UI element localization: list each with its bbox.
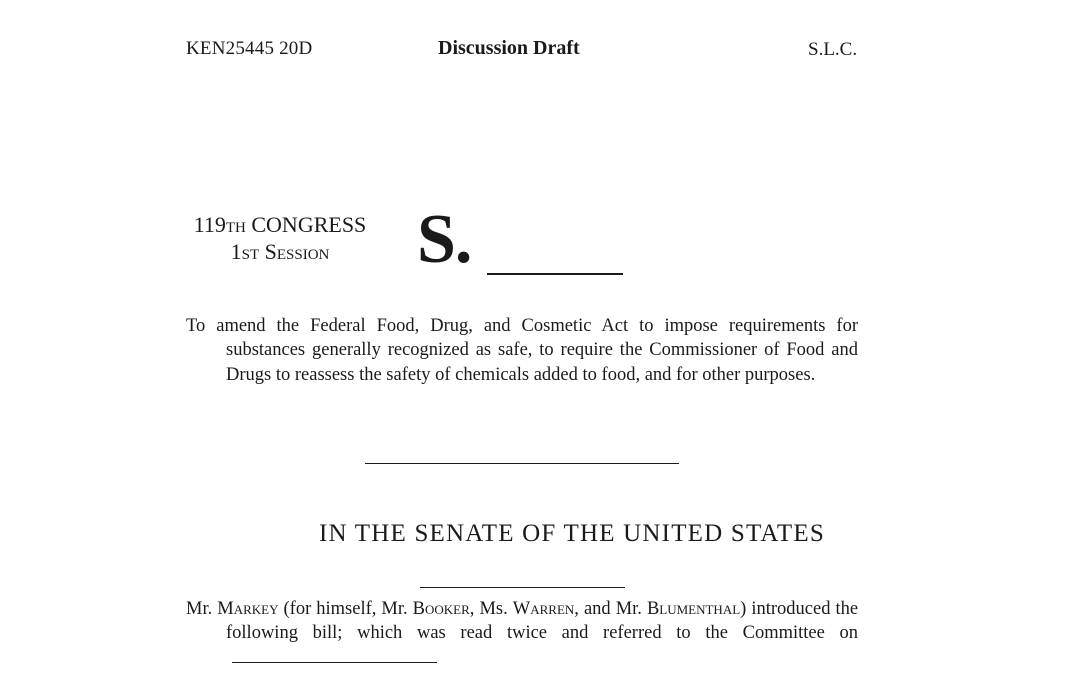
cosponsor-name-3: Blumenthal bbox=[646, 599, 741, 619]
intro-text-1: (for himself, bbox=[283, 599, 377, 619]
session-number-suffix: ST bbox=[241, 247, 260, 263]
cosponsor-name-2: Warren bbox=[512, 599, 575, 619]
congress-session-block bbox=[186, 213, 374, 267]
divider-rule-short bbox=[420, 587, 625, 588]
bill-purpose: To amend the Federal Food, Drug, and Cosmetic Act to impose requirements for substances generally recognized as safe, to require the Commissioner of Food and Drugs to reassess the safety of chemicals added to food, and for other purposes. bbox=[186, 316, 858, 385]
draft-title: Discussion Draft bbox=[438, 37, 580, 59]
cosponsor-title-3: Mr. bbox=[615, 599, 642, 619]
cosponsor-title-2: Ms. bbox=[479, 599, 508, 619]
office-code: S.L.C. bbox=[808, 39, 858, 60]
intro-sep-2: , and bbox=[574, 599, 611, 619]
intro-text-2: ) introduced the following bill; which was read twice and referred to the Committee on bbox=[226, 599, 859, 644]
session-number: 1 bbox=[230, 239, 242, 264]
session-label-rest: ESSION bbox=[276, 247, 330, 263]
cosponsor-name-1: Booker bbox=[412, 599, 470, 619]
session-label-initial: S bbox=[259, 239, 277, 264]
sponsor-name: Markey bbox=[217, 599, 279, 619]
cosponsor-title-1: Mr. bbox=[381, 599, 408, 619]
chamber-heading: IN THE SENATE OF THE UNITED STATES bbox=[319, 520, 825, 547]
sponsor-title: Mr. bbox=[186, 599, 213, 619]
session-line bbox=[186, 240, 374, 267]
intro-sep-1: , bbox=[469, 599, 475, 619]
congress-label: CONGRESS bbox=[245, 212, 367, 237]
committee-name-blank bbox=[232, 648, 437, 663]
introduction-paragraph bbox=[186, 597, 858, 670]
draft-id: KEN25445 20D bbox=[186, 38, 313, 59]
divider-rule bbox=[365, 463, 679, 464]
bill-number-blank bbox=[487, 273, 623, 275]
bill-designation: S. bbox=[417, 201, 472, 278]
congress-number: 119 bbox=[193, 212, 226, 237]
congress-number-suffix: TH bbox=[225, 220, 246, 236]
congress-line bbox=[186, 213, 374, 240]
